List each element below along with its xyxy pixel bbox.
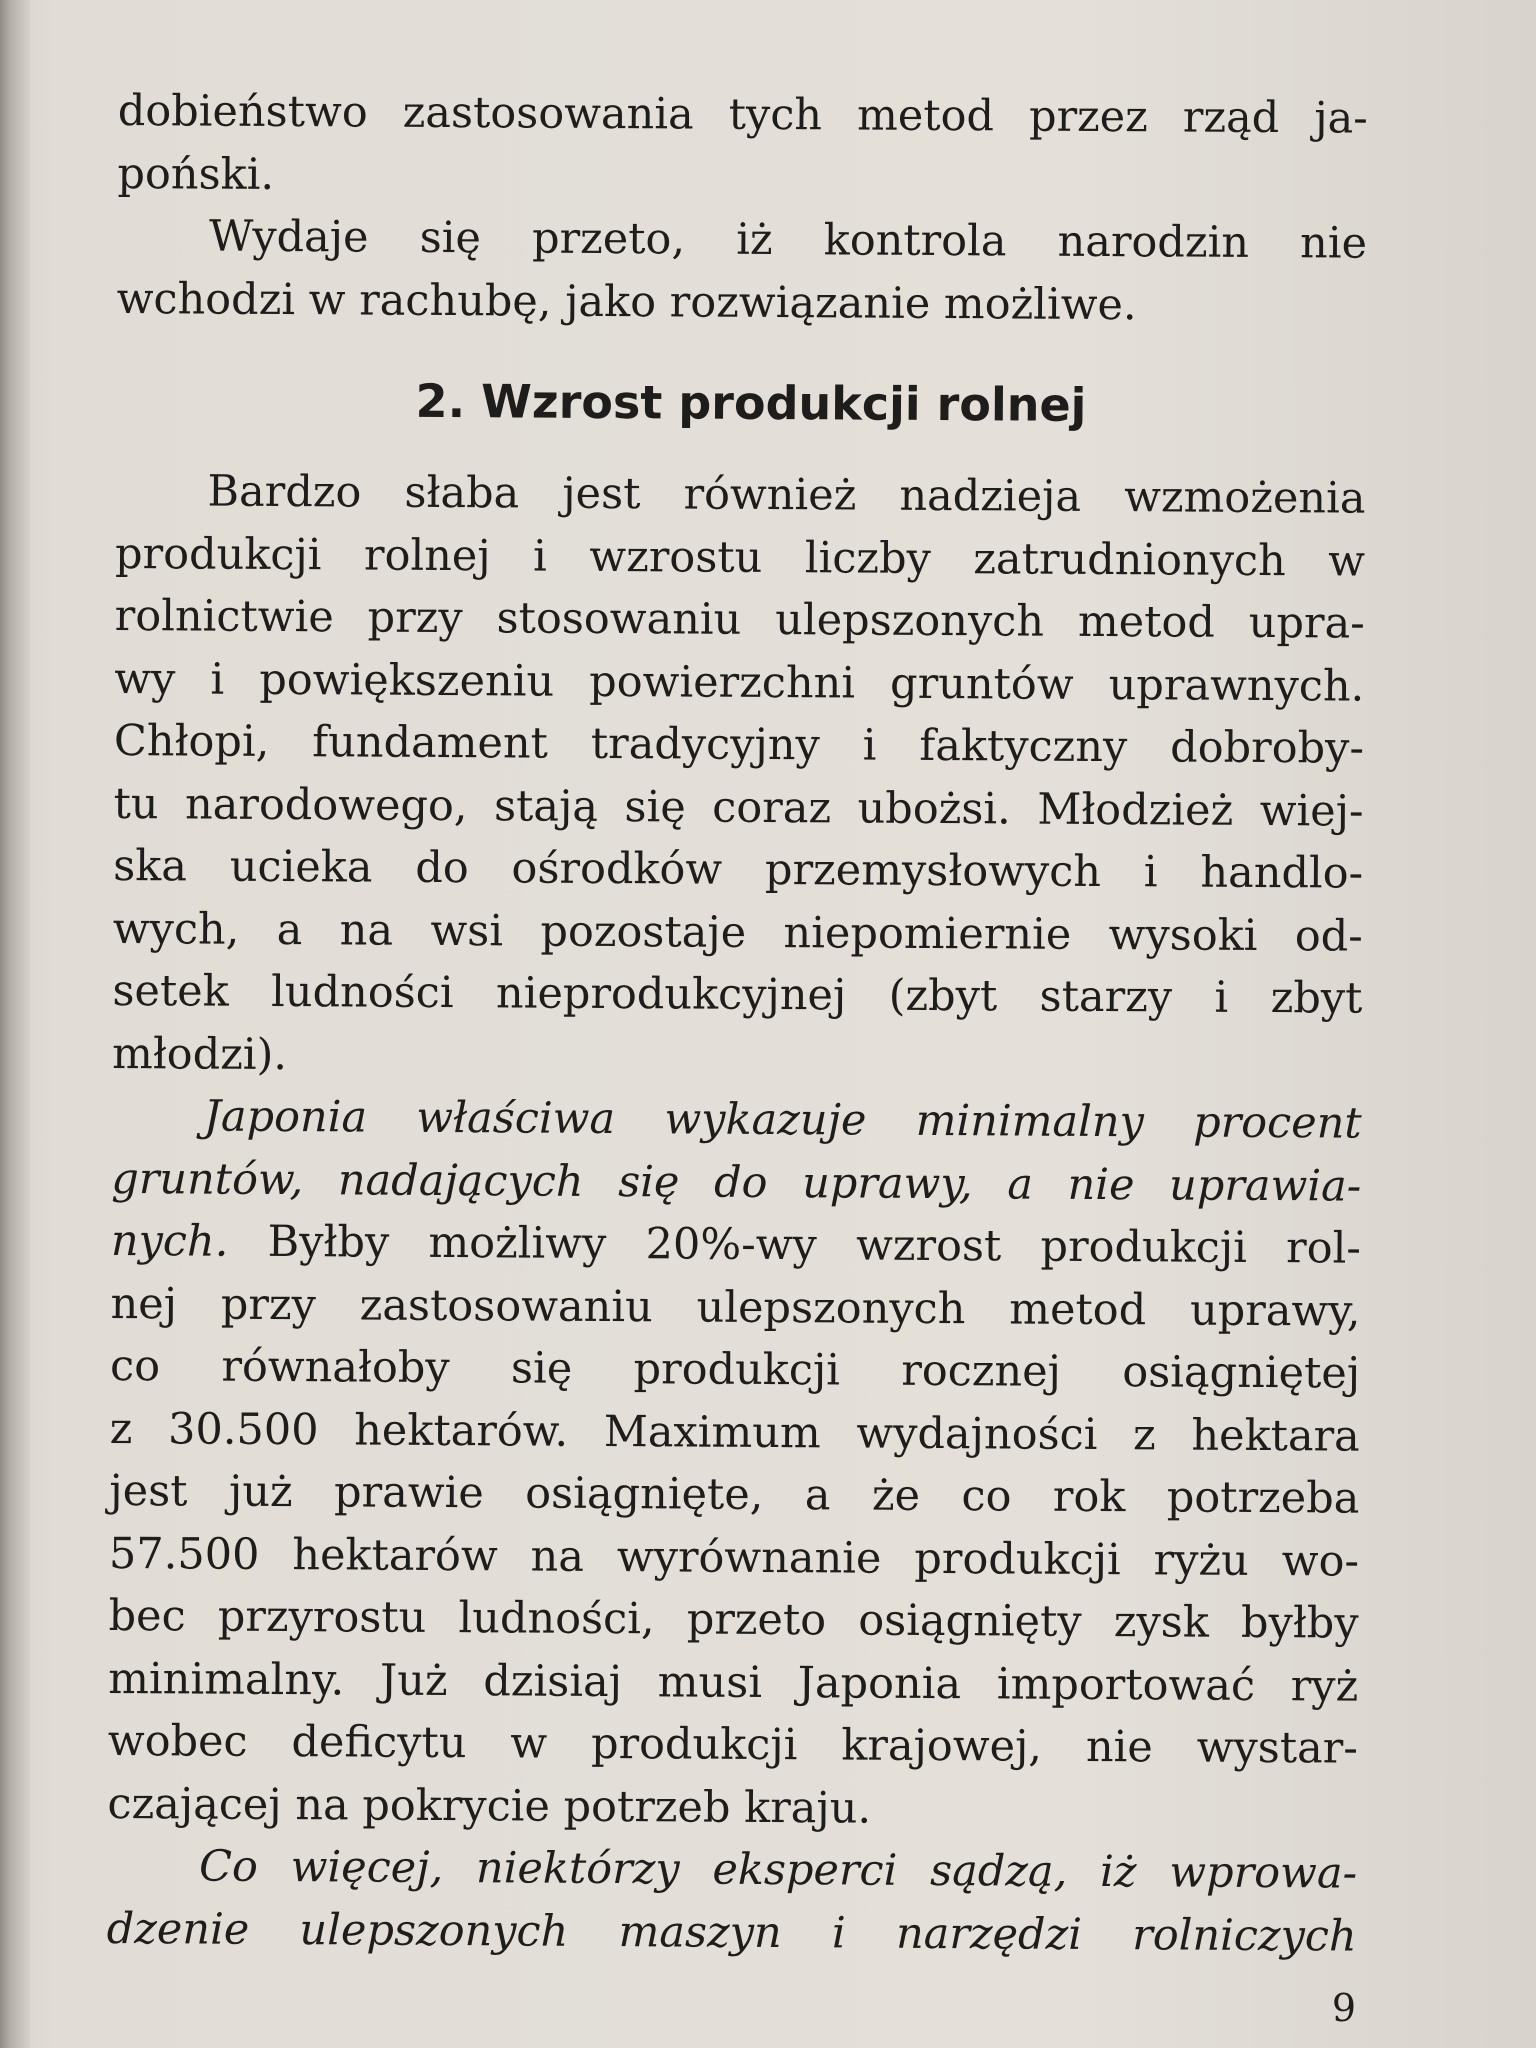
text-line: młodzi).	[111, 1028, 288, 1080]
text-line: ska ucieka do ośrodków przemysłowych i handlo-	[113, 840, 1364, 899]
text-line: minimalny. Już dzisiaj musi Japonia importować ryż	[108, 1653, 1359, 1712]
text-fragment: Byłby możliwy 20%-wy wzrost produkcji rol-	[228, 1216, 1362, 1274]
italic-text-line: gruntów, nadających się do uprawy, a nie uprawia-	[111, 1153, 1362, 1212]
text-line: nej przy zastosowaniu ulepszonych metod uprawy,	[110, 1278, 1361, 1337]
text-line: wobec deficytu w produkcji krajowej, nie wystar-	[107, 1715, 1358, 1774]
section-heading: 2. Wzrost produkcji rolnej	[415, 373, 1087, 432]
text-line: Wydaje się przeto, iż kontrola narodzin nie	[208, 211, 1368, 269]
text-line: czającej na pokrycie potrzeb kraju.	[107, 1778, 872, 1834]
text-line: bec przyrostu ludności, przeto osiągnięty zysk byłby	[108, 1590, 1359, 1649]
italic-text-line: dzenie ulepszonych maszyn i narzędzi rolniczych	[106, 1903, 1357, 1962]
text-line: tu narodowego, stają się coraz ubożsi. Młodzież wiej-	[113, 778, 1364, 837]
text-line: setek ludności nieprodukcyjnej (zbyt starzy i zbyt	[112, 965, 1363, 1024]
book-spine-shadow	[0, 0, 30, 2048]
text-line: Chłopi, fundament tradycyjny i faktyczny dobroby-	[113, 715, 1365, 774]
text-line: co równałoby się produkcji rocznej osiągniętej	[109, 1340, 1361, 1399]
italic-text-line: Co więcej, niektórzy eksperci sądzą, iż wprowa-	[198, 1841, 1358, 1899]
text-line: wchodzi w rachubę, jako rozwiązanie możliwe.	[116, 273, 1137, 330]
text-line: jest już prawie osiągnięte, a że co rok potrzeba	[109, 1465, 1360, 1524]
text-line: z 30.500 hektarów. Maximum wydajności z hektara	[109, 1403, 1360, 1462]
page-text-block	[107, 80, 1368, 1968]
italic-fragment: nych.	[110, 1215, 229, 1267]
text-line: wych, a na wsi pozostaje niepomiernie wysoki od-	[112, 903, 1363, 962]
text-line: 57.500 hektarów na wyrównanie produkcji ryżu wo-	[108, 1528, 1360, 1587]
text-line: dobieństwo zastosowania tych metod przez rząd ja-	[117, 85, 1368, 144]
text-line: poński.	[117, 148, 275, 200]
text-line: rolnictwie przy stosowaniu ulepszonych metod upra-	[114, 590, 1365, 649]
text-line-mixed	[111, 1210, 1361, 1280]
italic-text-line: Japonia właściwa wykazuje minimalny procent	[203, 1091, 1362, 1149]
text-line: Bardzo słaba jest również nadzieja wzmożenia	[207, 466, 1366, 524]
text-line: wy i powiększeniu powierzchni gruntów uprawnych.	[114, 653, 1365, 712]
page-number: 9	[1331, 1986, 1356, 2030]
text-line: produkcji rolnej i wzrostu liczby zatrudnionych w	[114, 528, 1366, 587]
